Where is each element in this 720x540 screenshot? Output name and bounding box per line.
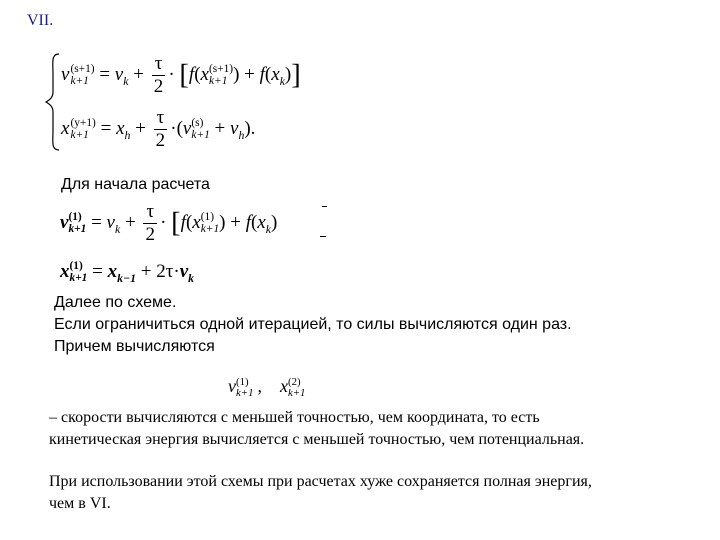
tau-over-two <box>154 107 168 152</box>
lhs-var: v <box>60 212 69 233</box>
section-label: VII. <box>27 12 54 29</box>
lhs-superscript: (y+1) <box>70 117 96 130</box>
lhs-var: x <box>60 261 70 282</box>
x-term: x <box>107 261 118 282</box>
v2-subscript: h <box>238 128 245 142</box>
v1-superscript: (s) <box>191 117 204 130</box>
dot-operator: · <box>160 212 167 233</box>
plus-sign-2: + <box>230 212 241 233</box>
plus-sign: + <box>133 64 144 85</box>
x2: x <box>271 64 280 85</box>
dot-operator: · <box>168 64 175 85</box>
computed-quantities <box>228 368 305 404</box>
start-title: Для начала расчета <box>61 176 210 193</box>
lhs-subscript: k+1 <box>70 74 89 87</box>
paren-open: ( <box>176 118 183 139</box>
x-subscript: k−1 <box>117 271 137 285</box>
v-subscript: k <box>123 74 129 88</box>
left-bracket: [ <box>171 207 181 239</box>
denominator: 2 <box>153 76 164 98</box>
further-line-3: Причем вычисляются <box>54 338 215 355</box>
lhs-superscript: (1) <box>68 211 82 224</box>
v-term: v <box>114 64 124 85</box>
plus-sign: + <box>124 212 136 233</box>
x-superscript: (2) <box>287 376 301 389</box>
plus-sign-2: + <box>244 64 255 85</box>
x1-superscript: (1) <box>200 211 214 224</box>
v2: v <box>230 118 239 139</box>
dot-operator: · <box>170 118 177 139</box>
v-subscript: k+1 <box>236 386 254 399</box>
x2-subscript: k <box>279 74 285 88</box>
f1: f <box>180 212 186 233</box>
further-paragraph <box>54 292 572 358</box>
tau-over-two <box>143 201 157 246</box>
lhs-superscript: (s+1) <box>70 63 95 76</box>
denominator: 2 <box>145 224 155 246</box>
artifact-dash <box>322 206 327 207</box>
artifact-dash <box>320 236 326 237</box>
equals-sign: = <box>92 261 103 282</box>
lhs-var: x <box>61 118 70 139</box>
x-term: x <box>116 118 125 139</box>
x1: x <box>192 212 201 233</box>
paren-open: ( <box>194 64 201 85</box>
f1: f <box>188 64 195 85</box>
conclusion-line-1: При использовании этой схемы при расчетах хуже сохраняется полная энергия, <box>49 473 592 490</box>
v-var: v <box>228 376 236 396</box>
v-superscript: (1) <box>236 376 249 389</box>
dot-operator: · <box>173 261 180 282</box>
x1-subscript: k+1 <box>200 222 220 235</box>
start-equation-2 <box>60 252 194 292</box>
x1-superscript: (s+1) <box>208 63 234 76</box>
v-term: v <box>179 261 189 282</box>
left-brace-icon <box>45 52 61 152</box>
right-bracket: ] <box>291 59 301 91</box>
paren-close: ) <box>233 64 240 85</box>
note-line-2: кинетическая энергия вычисляется с меньшей точностью, чем потенциальная. <box>49 431 585 448</box>
x-var: x <box>279 376 288 396</box>
x-subscript: h <box>124 128 131 142</box>
tau-over-two <box>152 53 166 98</box>
equals-sign: = <box>91 212 102 233</box>
lhs-subscript: k+1 <box>68 222 87 235</box>
numerator: τ <box>152 53 166 76</box>
lhs-var: v <box>61 64 70 85</box>
further-line-2: Если ограничиться одной итерацией, то силы вычисляются один раз. <box>54 316 572 333</box>
comma: , <box>257 376 262 396</box>
denominator: 2 <box>155 130 166 152</box>
v1-subscript: k+1 <box>191 128 210 141</box>
paren-close: ) <box>219 212 226 233</box>
conclusion-paragraph <box>49 471 592 515</box>
numerator: τ <box>143 201 157 224</box>
v-subscript: k <box>188 271 195 285</box>
x1: x <box>200 64 209 85</box>
f2: f <box>259 64 265 85</box>
left-bracket: [ <box>179 59 189 91</box>
lhs-subscript: k+1 <box>69 271 88 284</box>
f2: f <box>245 212 251 233</box>
v-subscript: k <box>114 222 121 236</box>
x2-subscript: k <box>265 222 271 236</box>
v1: v <box>182 118 192 139</box>
paren-close-period: ). <box>244 118 256 139</box>
paren-open-2: ( <box>250 212 258 233</box>
system-equation-1 <box>61 52 301 99</box>
note-paragraph <box>49 407 584 451</box>
system-equation-2 <box>61 106 255 152</box>
x1-subscript: k+1 <box>208 74 228 87</box>
further-line-1: Далее по схеме. <box>54 294 177 311</box>
equation-system <box>45 52 345 152</box>
equals-sign: = <box>99 64 111 85</box>
two-tau-coefficient: 2τ <box>156 261 174 282</box>
plus-sign: + <box>140 261 152 282</box>
numerator: τ <box>154 107 168 130</box>
plus-sign: + <box>135 118 146 139</box>
x2: x <box>257 212 266 233</box>
lhs-subscript: k+1 <box>70 128 89 141</box>
plus-sign-2: + <box>214 118 226 139</box>
start-equation-1 <box>60 200 277 247</box>
note-line-1: – скорости вычисляются с меньшей точностью, чем координата, то есть <box>49 409 540 426</box>
paren-open: ( <box>185 212 193 233</box>
paren-close-2: ) <box>284 64 292 85</box>
paren-open-2: ( <box>264 64 272 85</box>
v-term: v <box>106 212 115 233</box>
lhs-superscript: (1) <box>69 260 83 273</box>
paren-close-2: ) <box>270 212 278 233</box>
x-subscript: k+1 <box>287 386 306 399</box>
conclusion-line-2: чем в VI. <box>49 495 111 512</box>
equals-sign: = <box>100 118 112 139</box>
